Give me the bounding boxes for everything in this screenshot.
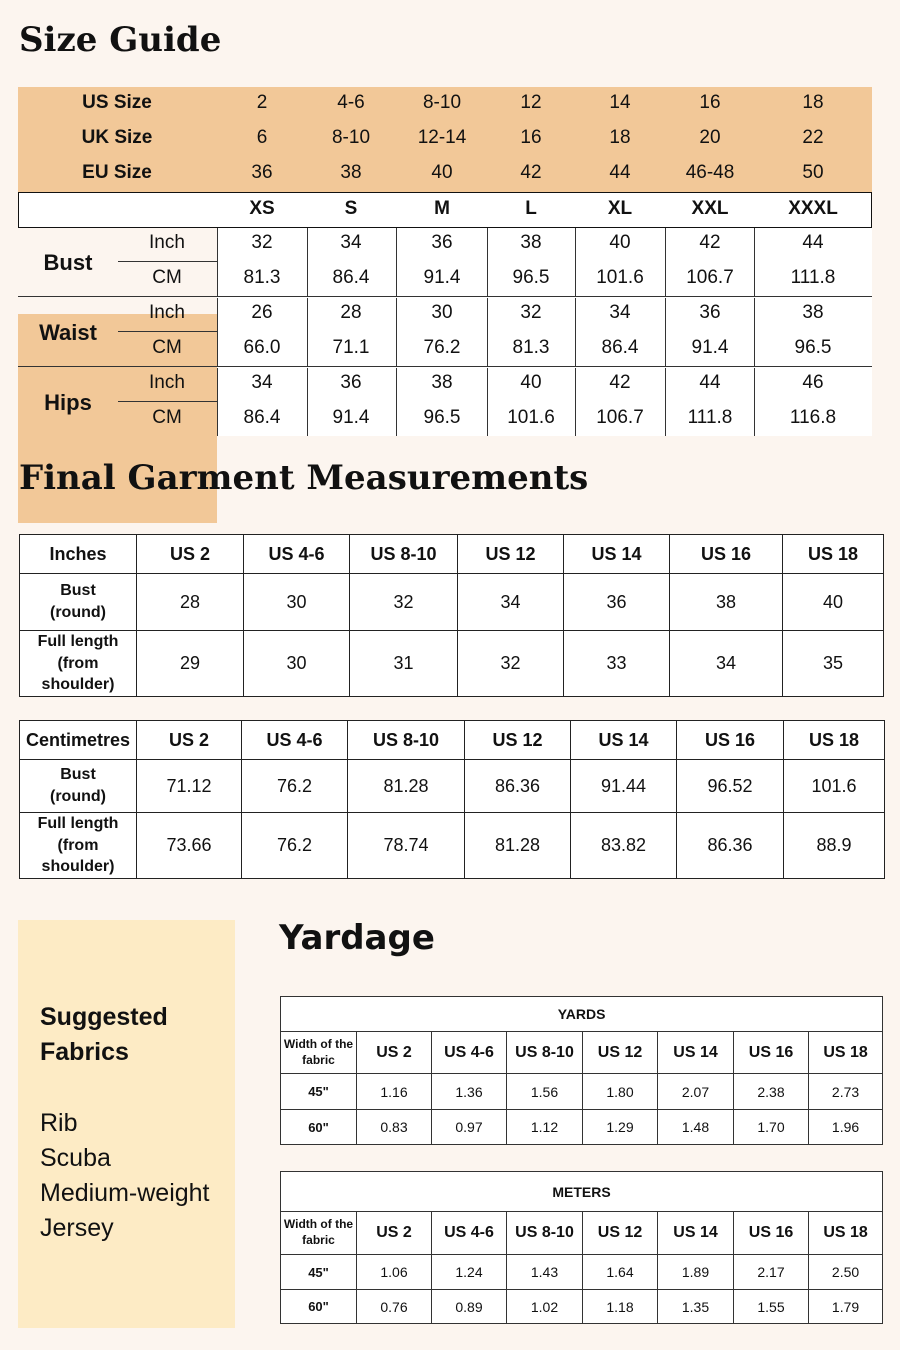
size-header: US 12 bbox=[583, 1032, 658, 1074]
heading-line: Fabrics bbox=[40, 1038, 129, 1066]
garment-table-inches bbox=[19, 534, 884, 697]
measurement-value: 71.1 bbox=[332, 337, 370, 358]
size-header: US 18 bbox=[809, 1212, 883, 1255]
column-divider bbox=[396, 228, 397, 296]
measurement-value: 36 bbox=[431, 232, 453, 253]
measurement-cell: 83.82 bbox=[571, 813, 677, 879]
unit-label: CM bbox=[152, 267, 182, 288]
column-divider bbox=[754, 228, 755, 296]
garment-table-centimetres bbox=[19, 720, 885, 879]
measurement-cell: 88.9 bbox=[784, 813, 885, 879]
size-header: US 14 bbox=[658, 1032, 734, 1074]
row-label bbox=[20, 813, 137, 879]
measurement-value: 44 bbox=[699, 372, 721, 393]
measurement-cell: 78.74 bbox=[348, 813, 465, 879]
size-value: 8-10 bbox=[422, 92, 462, 113]
letter-size: S bbox=[344, 198, 358, 219]
size-header: US 2 bbox=[137, 535, 244, 574]
unit-divider bbox=[118, 401, 217, 402]
size-value: 6 bbox=[256, 127, 268, 148]
unit-label: CM bbox=[152, 407, 182, 428]
width-header bbox=[281, 1032, 357, 1074]
unit-divider bbox=[118, 331, 217, 332]
size-value: 42 bbox=[520, 162, 542, 183]
measurement-name: Hips bbox=[44, 390, 92, 415]
measurement-value: 91.4 bbox=[423, 267, 461, 288]
yardage-cell: 2.50 bbox=[809, 1255, 883, 1290]
size-header: US 4-6 bbox=[432, 1032, 507, 1074]
row-label-line: (round) bbox=[50, 788, 106, 805]
measurement-cell: 71.12 bbox=[137, 760, 242, 813]
fabric-item: Rib bbox=[40, 1109, 78, 1137]
letter-size: XXXL bbox=[788, 198, 838, 219]
yardage-cell: 1.89 bbox=[658, 1255, 734, 1290]
measurement-value: 96.5 bbox=[423, 407, 461, 428]
measurement-value: 116.8 bbox=[789, 407, 837, 428]
column-divider bbox=[487, 228, 488, 296]
measurement-cell: 31 bbox=[350, 631, 458, 697]
yardage-cell: 2.07 bbox=[658, 1074, 734, 1110]
row-label bbox=[20, 760, 137, 813]
yardage-table-yards bbox=[280, 996, 883, 1145]
measurement-name: Waist bbox=[39, 320, 97, 345]
measurement-cell: 81.28 bbox=[465, 813, 571, 879]
size-header: US 8-10 bbox=[350, 535, 458, 574]
unit-header: Inches bbox=[20, 535, 137, 574]
measurement-value: 36 bbox=[699, 302, 721, 323]
row-label-line: Bust bbox=[60, 582, 96, 600]
measurement-cell: 28 bbox=[137, 574, 244, 631]
yardage-cell: 2.17 bbox=[734, 1255, 809, 1290]
measurement-value: 36 bbox=[340, 372, 362, 393]
fabric-item: Scuba bbox=[40, 1144, 111, 1172]
measurement-value: 86.4 bbox=[332, 267, 370, 288]
row-label bbox=[20, 574, 137, 631]
size-value: 18 bbox=[802, 92, 824, 113]
measurement-cell: 76.2 bbox=[242, 813, 348, 879]
measurement-cell: 34 bbox=[458, 574, 564, 631]
size-header: US 4-6 bbox=[432, 1212, 507, 1255]
yardage-cell: 0.97 bbox=[432, 1110, 507, 1145]
column-divider bbox=[575, 228, 576, 296]
size-header: US 8-10 bbox=[507, 1032, 583, 1074]
size-value: 46-48 bbox=[685, 162, 735, 183]
measurement-value: 28 bbox=[340, 302, 362, 323]
column-divider bbox=[665, 298, 666, 366]
size-value: 4-6 bbox=[337, 92, 365, 113]
yardage-cell: 1.12 bbox=[507, 1110, 583, 1145]
measurement-cell: 30 bbox=[244, 631, 350, 697]
size-value: 16 bbox=[699, 92, 721, 113]
row-label-line: (from shoulder) bbox=[41, 654, 115, 694]
yardage-cell: 0.83 bbox=[357, 1110, 432, 1145]
measurement-value: 44 bbox=[802, 232, 824, 253]
size-header: US 8-10 bbox=[507, 1212, 583, 1255]
yardage-cell: 1.24 bbox=[432, 1255, 507, 1290]
measurement-value: 40 bbox=[520, 372, 542, 393]
size-value: 14 bbox=[609, 92, 631, 113]
yardage-cell: 1.96 bbox=[809, 1110, 883, 1145]
measurement-cell: 76.2 bbox=[242, 760, 348, 813]
measurement-value: 42 bbox=[609, 372, 631, 393]
measurement-value: 91.4 bbox=[332, 407, 370, 428]
measurement-cell: 32 bbox=[350, 574, 458, 631]
letter-size: L bbox=[525, 198, 537, 219]
measurement-cell: 101.6 bbox=[784, 760, 885, 813]
measurement-value: 38 bbox=[802, 302, 824, 323]
measurement-value: 40 bbox=[609, 232, 631, 253]
size-header: US 16 bbox=[670, 535, 783, 574]
measurement-value: 101.6 bbox=[596, 267, 644, 288]
letter-size: XL bbox=[607, 198, 633, 219]
column-divider bbox=[575, 298, 576, 366]
size-header: US 16 bbox=[734, 1032, 809, 1074]
measurement-value: 46 bbox=[802, 372, 824, 393]
size-header: US 16 bbox=[734, 1212, 809, 1255]
width-header-line: Width of the bbox=[283, 1036, 354, 1051]
measurement-value: 86.4 bbox=[243, 407, 281, 428]
measurement-value: 106.7 bbox=[596, 407, 644, 428]
measurement-value: 81.3 bbox=[243, 267, 281, 288]
fabric-item: Medium-weight bbox=[40, 1179, 210, 1207]
row-label bbox=[20, 631, 137, 697]
size-value: 8-10 bbox=[331, 127, 371, 148]
column-divider bbox=[575, 368, 576, 436]
yardage-title: Yardage bbox=[279, 918, 435, 958]
letter-size: M bbox=[434, 198, 450, 219]
yardage-table-meters bbox=[280, 1171, 883, 1324]
yardage-cell: 1.35 bbox=[658, 1290, 734, 1324]
measurement-value: 34 bbox=[251, 372, 273, 393]
size-value: 12-14 bbox=[417, 127, 467, 148]
size-header: US 4-6 bbox=[242, 721, 348, 760]
size-header: US 14 bbox=[571, 721, 677, 760]
heading-line: Suggested bbox=[40, 1003, 168, 1031]
fabric-list bbox=[40, 1106, 210, 1246]
width-header-line: fabric bbox=[302, 1233, 335, 1247]
column-divider bbox=[487, 368, 488, 436]
yardage-cell: 1.56 bbox=[507, 1074, 583, 1110]
size-header: US 4-6 bbox=[244, 535, 350, 574]
measurement-cell: 86.36 bbox=[677, 813, 784, 879]
measurement-value: 96.5 bbox=[512, 267, 550, 288]
measurement-value: 96.5 bbox=[794, 337, 832, 358]
row-label-line: Full length bbox=[37, 633, 119, 650]
size-value: 44 bbox=[609, 162, 631, 183]
measurement-value: 32 bbox=[520, 302, 542, 323]
size-header: US 12 bbox=[583, 1212, 658, 1255]
fabric-width-label: 45" bbox=[281, 1255, 357, 1290]
row-label-line: Bust bbox=[60, 766, 96, 784]
yardage-cell: 1.02 bbox=[507, 1290, 583, 1324]
column-divider bbox=[307, 228, 308, 296]
yardage-cell: 1.64 bbox=[583, 1255, 658, 1290]
unit-header: Centimetres bbox=[20, 721, 137, 760]
size-value: 20 bbox=[699, 127, 721, 148]
unit-label: Inch bbox=[149, 302, 185, 323]
size-value: 38 bbox=[340, 162, 362, 183]
size-header: US 14 bbox=[658, 1212, 734, 1255]
measurement-cell: 29 bbox=[137, 631, 244, 697]
measurement-value: 91.4 bbox=[691, 337, 729, 358]
measurement-cell: 73.66 bbox=[137, 813, 242, 879]
yardage-cell: 1.36 bbox=[432, 1074, 507, 1110]
yardage-cell: 1.55 bbox=[734, 1290, 809, 1324]
yardage-cell: 1.43 bbox=[507, 1255, 583, 1290]
measurement-value: 34 bbox=[340, 232, 362, 253]
yardage-cell: 1.16 bbox=[357, 1074, 432, 1110]
size-header: US 12 bbox=[465, 721, 571, 760]
size-value: 18 bbox=[609, 127, 631, 148]
yardage-cell: 1.18 bbox=[583, 1290, 658, 1324]
measurement-cell: 35 bbox=[783, 631, 884, 697]
fabric-item: Jersey bbox=[40, 1214, 114, 1242]
size-value: 2 bbox=[256, 92, 268, 113]
fabric-width-label: 60" bbox=[281, 1290, 357, 1324]
size-guide-table bbox=[18, 87, 872, 436]
yardage-cell: 0.76 bbox=[357, 1290, 432, 1324]
measurement-cell: 34 bbox=[670, 631, 783, 697]
measurement-cell: 81.28 bbox=[348, 760, 465, 813]
size-value: 12 bbox=[520, 92, 542, 113]
column-divider bbox=[396, 368, 397, 436]
yardage-cell: 1.70 bbox=[734, 1110, 809, 1145]
measurement-cell: 38 bbox=[670, 574, 783, 631]
size-value: 22 bbox=[802, 127, 824, 148]
size-header: US 16 bbox=[677, 721, 784, 760]
column-divider bbox=[217, 368, 218, 436]
measurement-value: 106.7 bbox=[686, 267, 734, 288]
yardage-cell: 1.79 bbox=[809, 1290, 883, 1324]
unit-label: Inch bbox=[149, 232, 185, 253]
size-system-label: UK Size bbox=[81, 127, 153, 148]
yardage-cell: 2.38 bbox=[734, 1074, 809, 1110]
measurement-value: 34 bbox=[609, 302, 631, 323]
measurement-value: 42 bbox=[699, 232, 721, 253]
size-value: 36 bbox=[251, 162, 273, 183]
unit-label: Inch bbox=[149, 372, 185, 393]
measurement-value: 111.8 bbox=[687, 407, 733, 428]
row-label-line: Full length bbox=[37, 815, 119, 832]
column-divider bbox=[665, 228, 666, 296]
letter-size: XXL bbox=[691, 198, 729, 219]
measurement-value: 38 bbox=[431, 372, 453, 393]
measurement-cell: 30 bbox=[244, 574, 350, 631]
size-header: US 2 bbox=[137, 721, 242, 760]
suggested-fabrics-panel bbox=[18, 920, 235, 1328]
size-guide-title: Size Guide bbox=[19, 20, 222, 60]
column-divider bbox=[665, 368, 666, 436]
measurement-value: 26 bbox=[251, 302, 273, 323]
column-divider bbox=[217, 228, 218, 296]
yardage-cell: 1.80 bbox=[583, 1074, 658, 1110]
measurement-value: 76.2 bbox=[423, 337, 461, 358]
column-divider bbox=[396, 298, 397, 366]
measurement-cell: 33 bbox=[564, 631, 670, 697]
yardage-cell: 1.06 bbox=[357, 1255, 432, 1290]
size-header: US 2 bbox=[357, 1032, 432, 1074]
size-header: US 18 bbox=[809, 1032, 883, 1074]
size-header: US 2 bbox=[357, 1212, 432, 1255]
measurement-value: 101.6 bbox=[507, 407, 555, 428]
yardage-caption: METERS bbox=[281, 1172, 883, 1212]
column-divider bbox=[307, 368, 308, 436]
measurement-cell: 86.36 bbox=[465, 760, 571, 813]
fabric-width-label: 45" bbox=[281, 1074, 357, 1110]
yardage-cell: 0.89 bbox=[432, 1290, 507, 1324]
measurement-value: 32 bbox=[251, 232, 273, 253]
yardage-cell: 1.48 bbox=[658, 1110, 734, 1145]
fabric-width-label: 60" bbox=[281, 1110, 357, 1145]
size-header: US 14 bbox=[564, 535, 670, 574]
measurement-cell: 40 bbox=[783, 574, 884, 631]
size-header: US 8-10 bbox=[348, 721, 465, 760]
measurement-cell: 32 bbox=[458, 631, 564, 697]
row-label-line: (from shoulder) bbox=[41, 836, 115, 876]
width-header-line: Width of the bbox=[283, 1217, 354, 1232]
width-header bbox=[281, 1212, 357, 1255]
measurement-value: 38 bbox=[520, 232, 542, 253]
column-divider bbox=[307, 298, 308, 366]
letter-size: XS bbox=[249, 198, 275, 219]
measurement-value: 30 bbox=[431, 302, 453, 323]
size-system-label: EU Size bbox=[82, 162, 152, 183]
size-system-label: US Size bbox=[82, 92, 152, 113]
yardage-caption: YARDS bbox=[281, 997, 883, 1032]
unit-divider bbox=[118, 261, 217, 262]
size-header: US 12 bbox=[458, 535, 564, 574]
yardage-cell: 2.73 bbox=[809, 1074, 883, 1110]
column-divider bbox=[487, 298, 488, 366]
size-value: 16 bbox=[520, 127, 542, 148]
unit-label: CM bbox=[152, 337, 182, 358]
size-value: 50 bbox=[802, 162, 824, 183]
width-header-line: fabric bbox=[302, 1052, 335, 1067]
measurement-cell: 36 bbox=[564, 574, 670, 631]
measurement-name: Bust bbox=[43, 250, 93, 275]
column-divider bbox=[217, 298, 218, 366]
yardage-cell: 1.29 bbox=[583, 1110, 658, 1145]
final-garment-title: Final Garment Measurements bbox=[19, 458, 589, 498]
size-header: US 18 bbox=[783, 535, 884, 574]
measurement-value: 81.3 bbox=[512, 337, 550, 358]
measurement-cell: 96.52 bbox=[677, 760, 784, 813]
column-divider bbox=[754, 298, 755, 366]
size-header: US 18 bbox=[784, 721, 885, 760]
measurement-value: 86.4 bbox=[601, 337, 639, 358]
measurement-value: 111.8 bbox=[790, 267, 836, 288]
measurement-cell: 91.44 bbox=[571, 760, 677, 813]
column-divider bbox=[754, 368, 755, 436]
measurement-value: 66.0 bbox=[243, 337, 281, 358]
size-value: 40 bbox=[431, 162, 453, 183]
suggested-fabrics-heading bbox=[40, 1000, 168, 1070]
row-label-line: (round) bbox=[50, 604, 106, 621]
